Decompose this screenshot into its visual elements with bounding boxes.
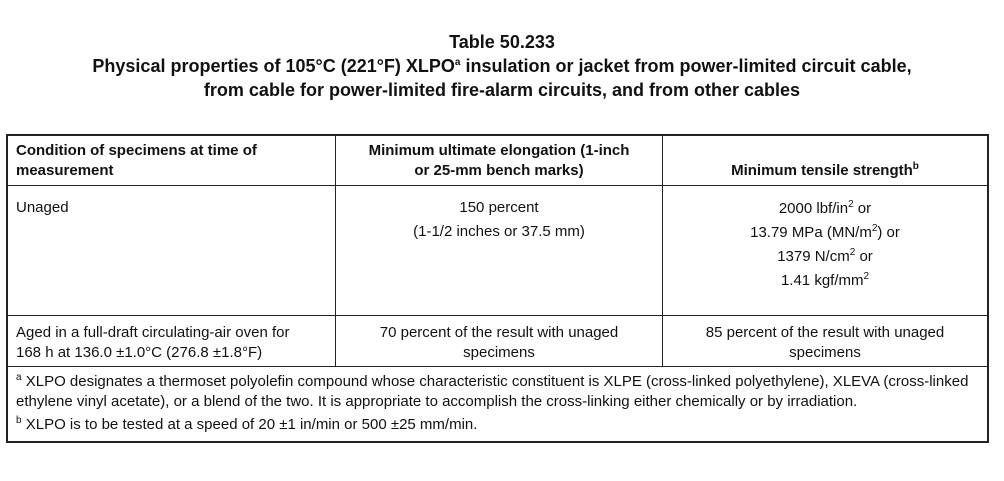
cell-elongation-unaged xyxy=(336,186,663,316)
properties-table xyxy=(6,134,989,443)
cell-condition-aged xyxy=(7,316,336,367)
elongation-aged-line-2: specimens xyxy=(463,344,535,361)
tensile-exponent: 2 xyxy=(871,223,878,234)
footnotes-cell xyxy=(7,367,988,443)
caption-line-2: from cable for power-limited fire-alarm circuits, and from other cables xyxy=(203,80,801,100)
table-title-block xyxy=(0,31,1004,102)
elongation-unaged-line-2: (1-1/2 inches or 37.5 mm) xyxy=(413,223,585,240)
tensile-value-text: 13.79 MPa (MN/m xyxy=(750,224,872,241)
header-tensile-text: Minimum tensile strength xyxy=(731,162,913,179)
footnote-b-marker: b xyxy=(16,415,22,426)
header-elongation xyxy=(336,135,663,186)
tensile-value-tail: or xyxy=(855,248,873,265)
table-number: Table 50.233 xyxy=(449,32,555,52)
tensile-aged-line-1: 85 percent of the result with unaged xyxy=(705,324,945,341)
cell-elongation-aged xyxy=(336,316,663,367)
tensile-unaged-line-4 xyxy=(671,269,979,293)
footnote-a-marker: a xyxy=(16,372,22,383)
table-row xyxy=(7,186,988,316)
tensile-exponent: 2 xyxy=(863,271,870,282)
cell-tensile-aged xyxy=(663,316,989,367)
tensile-value-text: 1379 N/cm xyxy=(777,248,850,265)
header-row xyxy=(7,135,988,186)
header-condition-line-2: measurement xyxy=(16,162,114,179)
header-elongation-line-2: or 25-mm bench marks) xyxy=(414,162,584,179)
footnotes-row xyxy=(7,367,988,443)
caption-text-1: Physical properties of 105°C (221°F) XLPO xyxy=(92,56,455,76)
tensile-value-tail: or xyxy=(853,200,872,217)
elongation-unaged-line-1: 150 percent xyxy=(459,199,539,216)
tensile-unaged-line-1 xyxy=(671,197,979,221)
tensile-exponent: 2 xyxy=(849,247,856,258)
tensile-value-text: 2000 lbf/in xyxy=(778,200,849,217)
header-condition xyxy=(7,135,336,186)
condition-aged-line-2: 168 h at 136.0 ±1.0°C (276.8 ±1.8°F) xyxy=(16,344,263,361)
caption-line-1 xyxy=(0,54,1004,78)
footnote-b xyxy=(16,415,979,435)
tensile-unaged-line-2 xyxy=(671,221,979,245)
caption-text-1-tail: insulation or jacket from power-limited circuit cable, xyxy=(460,56,912,76)
header-tensile xyxy=(663,135,989,186)
table-caption xyxy=(0,54,1004,102)
cell-tensile-unaged xyxy=(663,186,989,316)
tensile-value-text: 1.41 kgf/mm xyxy=(780,272,864,289)
caption-footnote-marker: a xyxy=(454,57,461,68)
footnote-b-text: XLPO is to be tested at a speed of 20 ±1 in/min or 500 ±25 mm/min. xyxy=(21,416,478,433)
cell-condition-unaged: Unaged xyxy=(7,186,336,316)
header-tensile-footnote-marker: b xyxy=(912,161,919,172)
footnote-a-text: XLPO designates a thermoset polyolefin compound whose characteristic constituent is XLPE (cross-linked polyethylene), XLEVA (cross-linked ethylene vinyl acetate), or a blend of the two. It is appropriate to accomplish the cross-linking either chemically or by irradiation. xyxy=(16,373,969,410)
tensile-value-tail: ) or xyxy=(877,224,900,241)
condition-aged-line-1: Aged in a full-draft circulating-air oven for xyxy=(16,324,290,341)
header-condition-line-1: Condition of specimens at time of xyxy=(16,142,257,159)
tensile-aged-line-2: specimens xyxy=(789,344,861,361)
footnote-a xyxy=(16,372,979,412)
table-row xyxy=(7,316,988,367)
elongation-aged-line-1: 70 percent of the result with unaged xyxy=(379,324,619,341)
tensile-unaged-line-3 xyxy=(671,245,979,269)
header-elongation-line-1: Minimum ultimate elongation (1-inch xyxy=(368,142,630,159)
tensile-exponent: 2 xyxy=(848,199,854,210)
